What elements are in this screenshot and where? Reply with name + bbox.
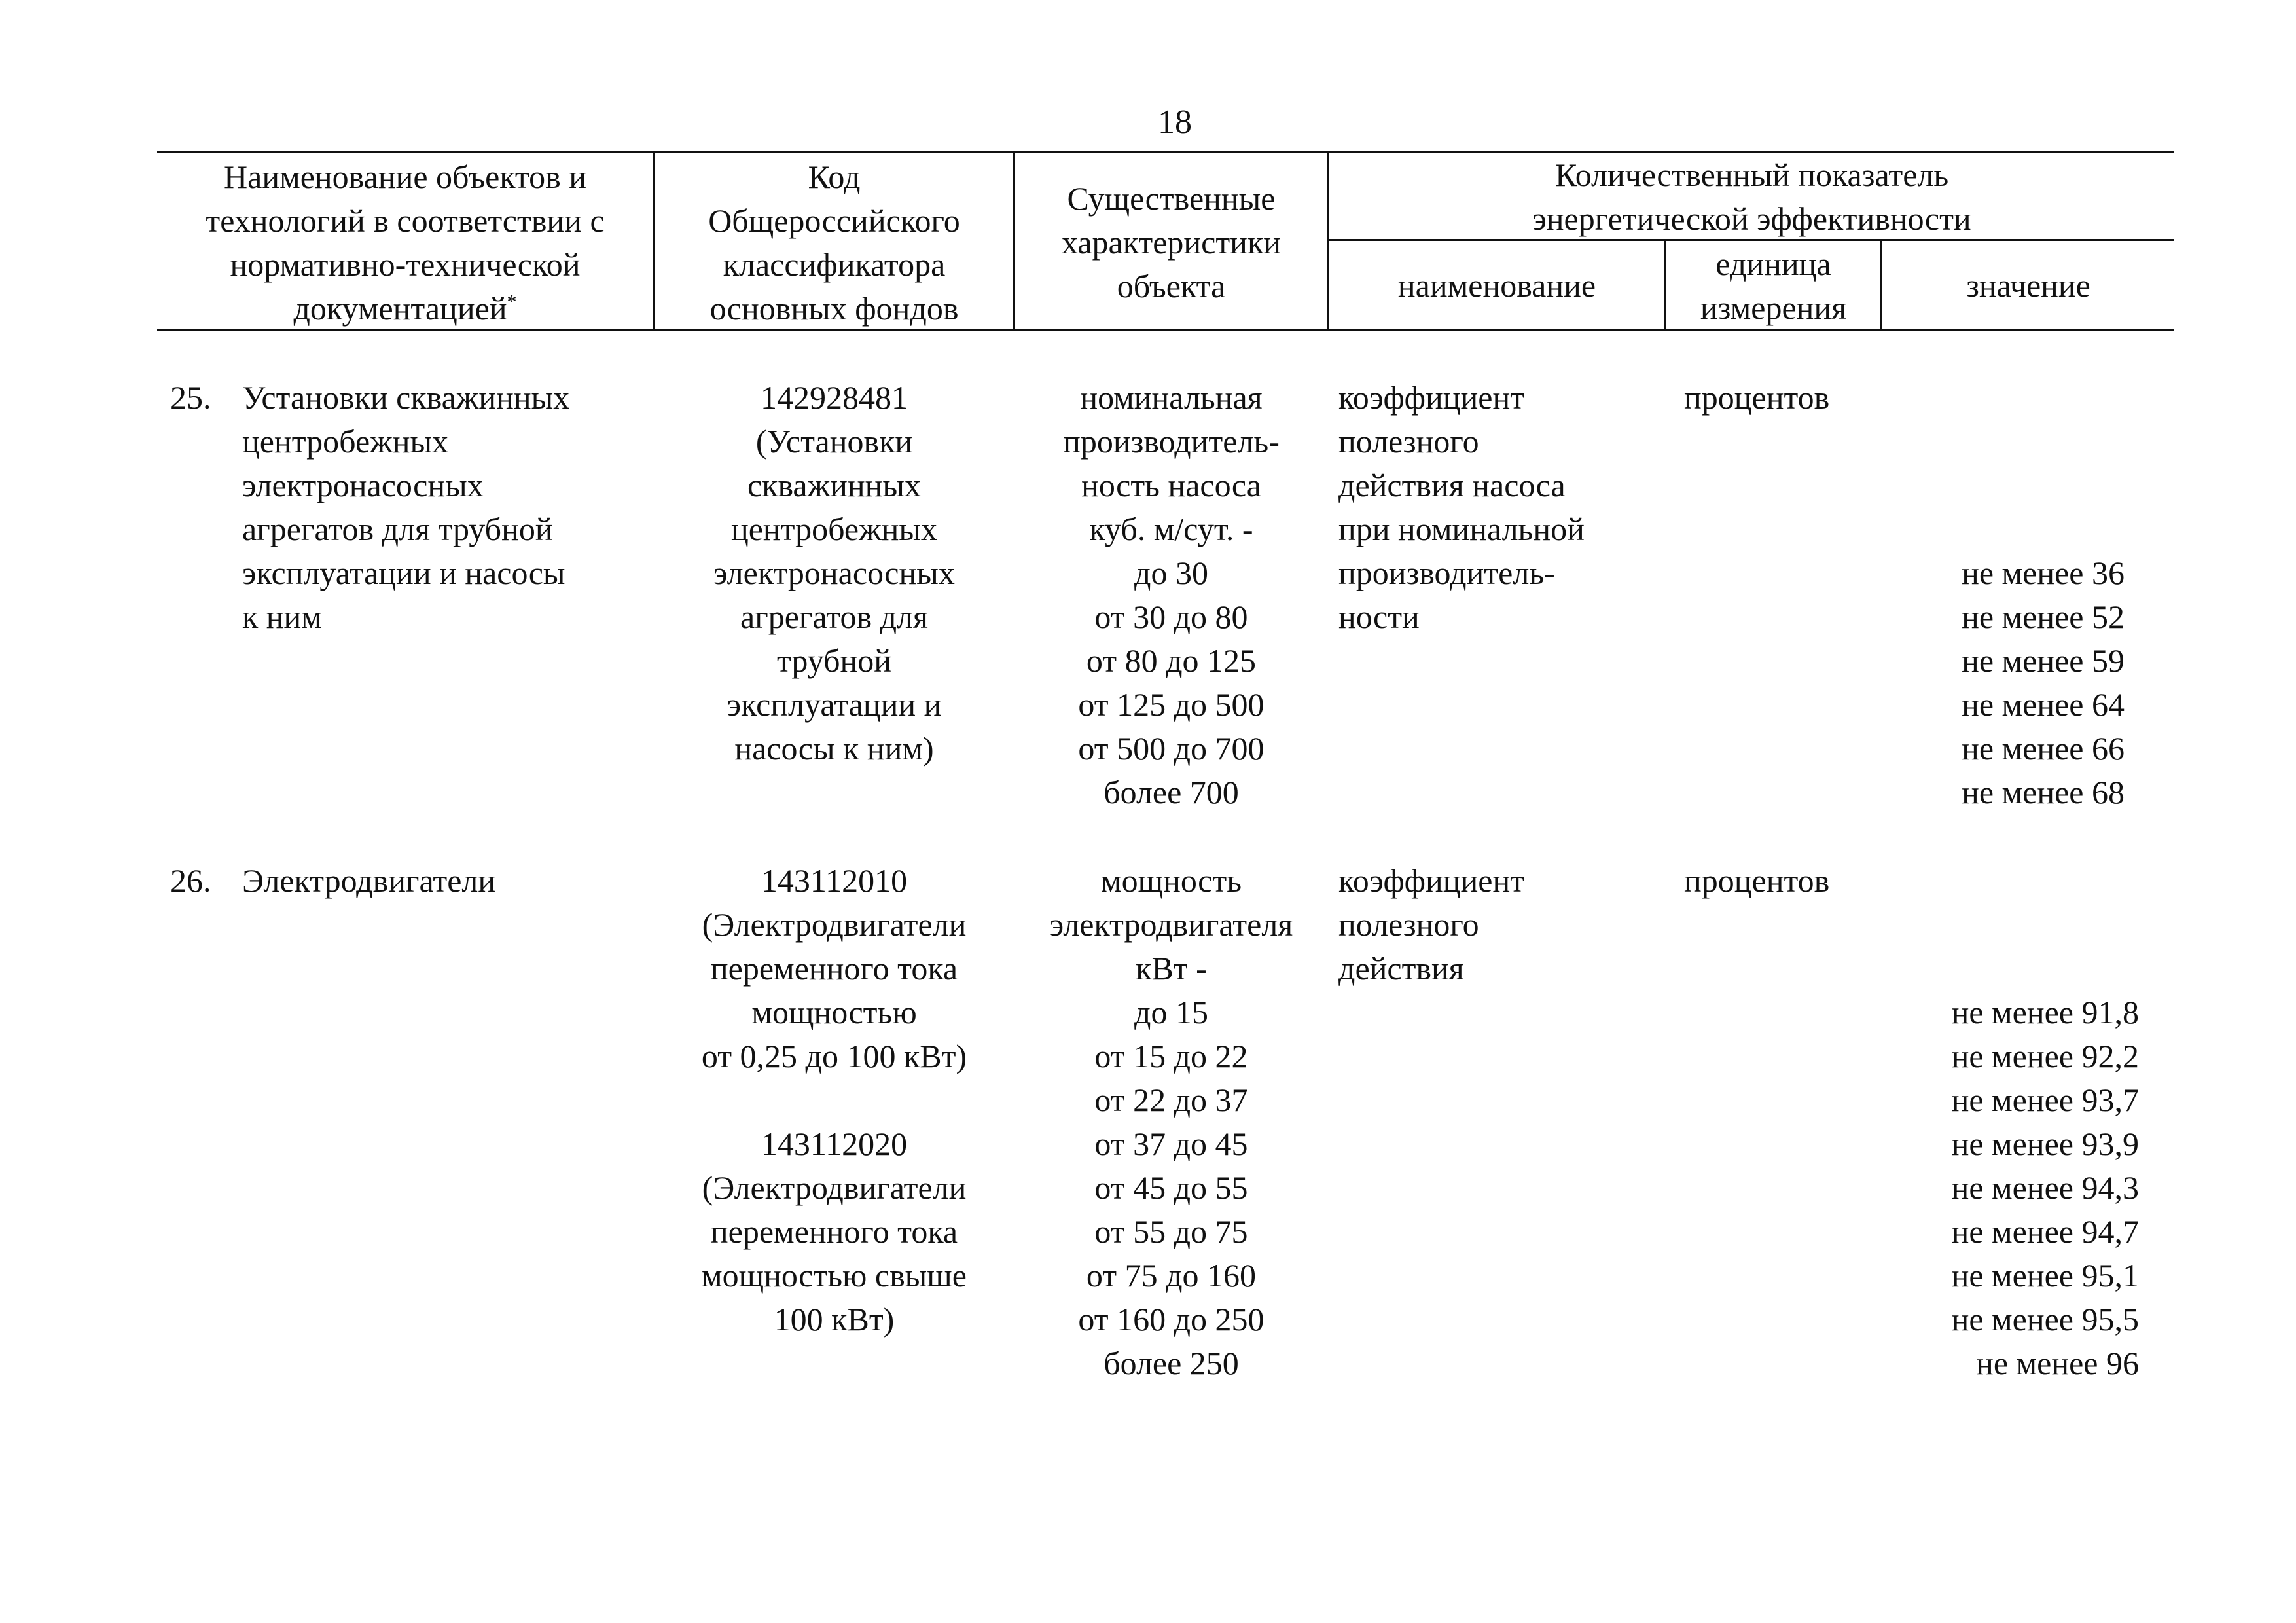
- row-25-indicator: коэффициент полезного действия насоса при номинальной производитель- ности: [1338, 379, 1585, 635]
- header-value: значение: [1966, 267, 2090, 304]
- row-26-unit: процентов: [1684, 862, 1830, 899]
- row-25-unit: процентов: [1684, 379, 1830, 416]
- header-indicator-name: наименование: [1397, 267, 1596, 304]
- row-25-classifier-code: 142928481 (Установки скважинных центробежных электронасосных агрегатов для трубной эксплуатации и насосы к ним): [713, 379, 955, 767]
- footnote-mark: *: [507, 291, 517, 313]
- header-classifier-code: Код Общероссийского классификатора основных фондов: [708, 158, 960, 327]
- row-26-characteristics: мощность электродвигателя кВт - до 15 от 15 до 22 от 22 до 37 от 37 до 45 от 45 до 55 от 55 до 75 от 75 до 160 от 160 до 250 более 250: [1049, 862, 1293, 1381]
- row-26-number: 26.: [170, 862, 211, 899]
- table-top-border: [157, 151, 2174, 153]
- page-number: 18: [1158, 103, 1192, 141]
- row-26-object-name: Электродвигатели: [242, 862, 496, 899]
- row-25-values: не менее 36 не менее 52 не менее 59 не менее 64 не менее 66 не менее 68: [1962, 555, 2125, 811]
- header-unit: единица измерения: [1700, 246, 1847, 326]
- row-25-object-name: Установки скважинных центробежных электронасосных агрегатов для трубной эксплуатации и насосы к ним: [242, 379, 570, 635]
- row-26-classifier-code: 143112010 (Электродвигатели переменного тока мощностью от 0,25 до 100 кВт) 143112020 (Электродвигатели переменного тока мощностью свыше 100 кВт): [701, 862, 967, 1338]
- header-characteristics: Существенные характеристики объекта: [1061, 180, 1281, 304]
- header-efficiency-group: Количественный показатель энергетической эффективности: [1532, 156, 1971, 237]
- header-object-name: Наименование объектов и технологий в соответствии с нормативно-технической документацией*: [206, 158, 605, 327]
- row-25-characteristics: номинальная производитель- ность насоса куб. м/сут. - до 30 от 30 до 80 от 80 до 125 от 125 до 500 от 500 до 700 более 700: [1063, 379, 1280, 811]
- row-26-values: не менее 91,8 не менее 92,2 не менее 93,7 не менее 93,9 не менее 94,3 не менее 94,7 не менее 95,1 не менее 95,5 не менее 96: [1951, 994, 2139, 1381]
- row-25-number: 25.: [170, 379, 211, 416]
- row-26-indicator: коэффициент полезного действия: [1338, 862, 1525, 987]
